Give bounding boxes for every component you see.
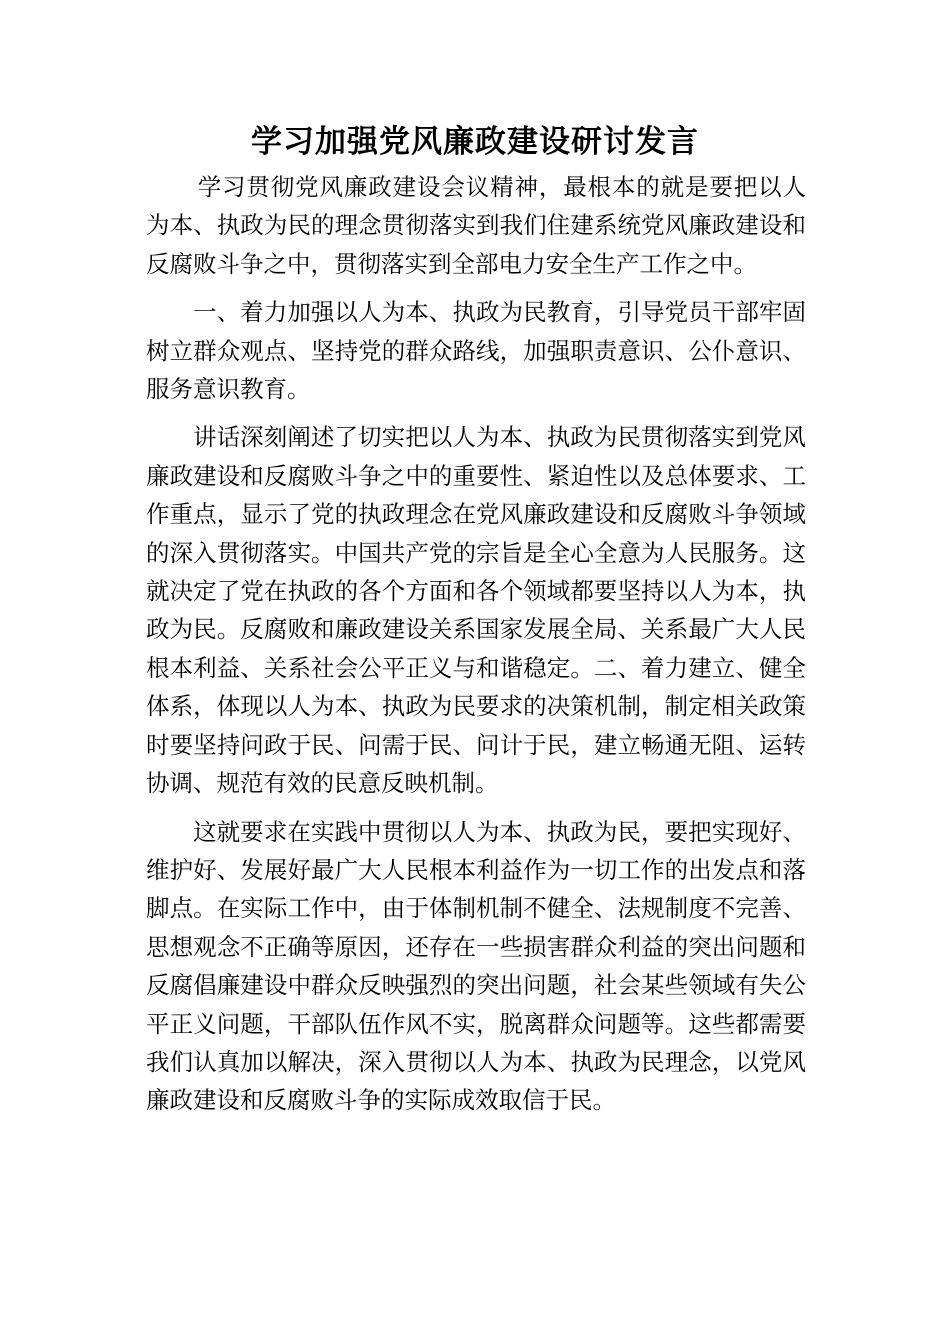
paragraph-4: 这就要求在实践中贯彻以人为本、执政为民，要把实现好、维护好、发展好最广大人民根本利益作为一切工作的出发点和落脚点。在实际工作中，由于体制机制不健全、法规制度不完善、思想观念不正确等原因，还存在一些损害群众利益的突出问题和反腐倡廉建设中群众反映强烈的突出问题，社会某些领域有失公平正义问题，干部队伍作风不实，脱离群众问题等。这些都需要我们认真加以解决，深入贯彻以人为本、执政为民理念，以党风廉政建设和反腐败斗争的实际成效取信于民。 [146,817,806,1115]
document-body [146,168,806,1120]
paragraph-3: 讲话深刻阐述了切实把以人为本、执政为民贯彻落实到党风廉政建设和反腐败斗争之中的重要性、紧迫性以及总体要求、工作重点，显示了党的执政理念在党风廉政建设和反腐败斗争领域的深入贯彻落实。中国共产党的宗旨是全心全意为人民服务。这就决定了党在执政的各个方面和各个领域都要坚持以人为本，执政为民。反腐败和廉政建设关系国家发展全局、关系最广大人民根本利益、关系社会公平正义与和谐稳定。二、着力建立、健全体系，体现以人为本、执政为民要求的决策机制，制定相关政策时要坚持问政于民、问需于民、问计于民，建立畅通无阻、运转协调、规范有效的民意反映机制。 [146,423,806,798]
paragraph-1: 学习贯彻党风廉政建设会议精神，最根本的就是要把以人为本、执政为民的理念贯彻落实到我们住建系统党风廉政建设和反腐败斗争之中，贯彻落实到全部电力安全生产工作之中。 [146,173,806,278]
document-title: 学习加强党风廉政建设研讨发言 [251,124,699,160]
paragraph-2: 一、着力加强以人为本、执政为民教育，引导党员干部牢固树立群众观点、坚持党的群众路线，加强职责意识、公仆意识、服务意识教育。 [146,298,806,404]
